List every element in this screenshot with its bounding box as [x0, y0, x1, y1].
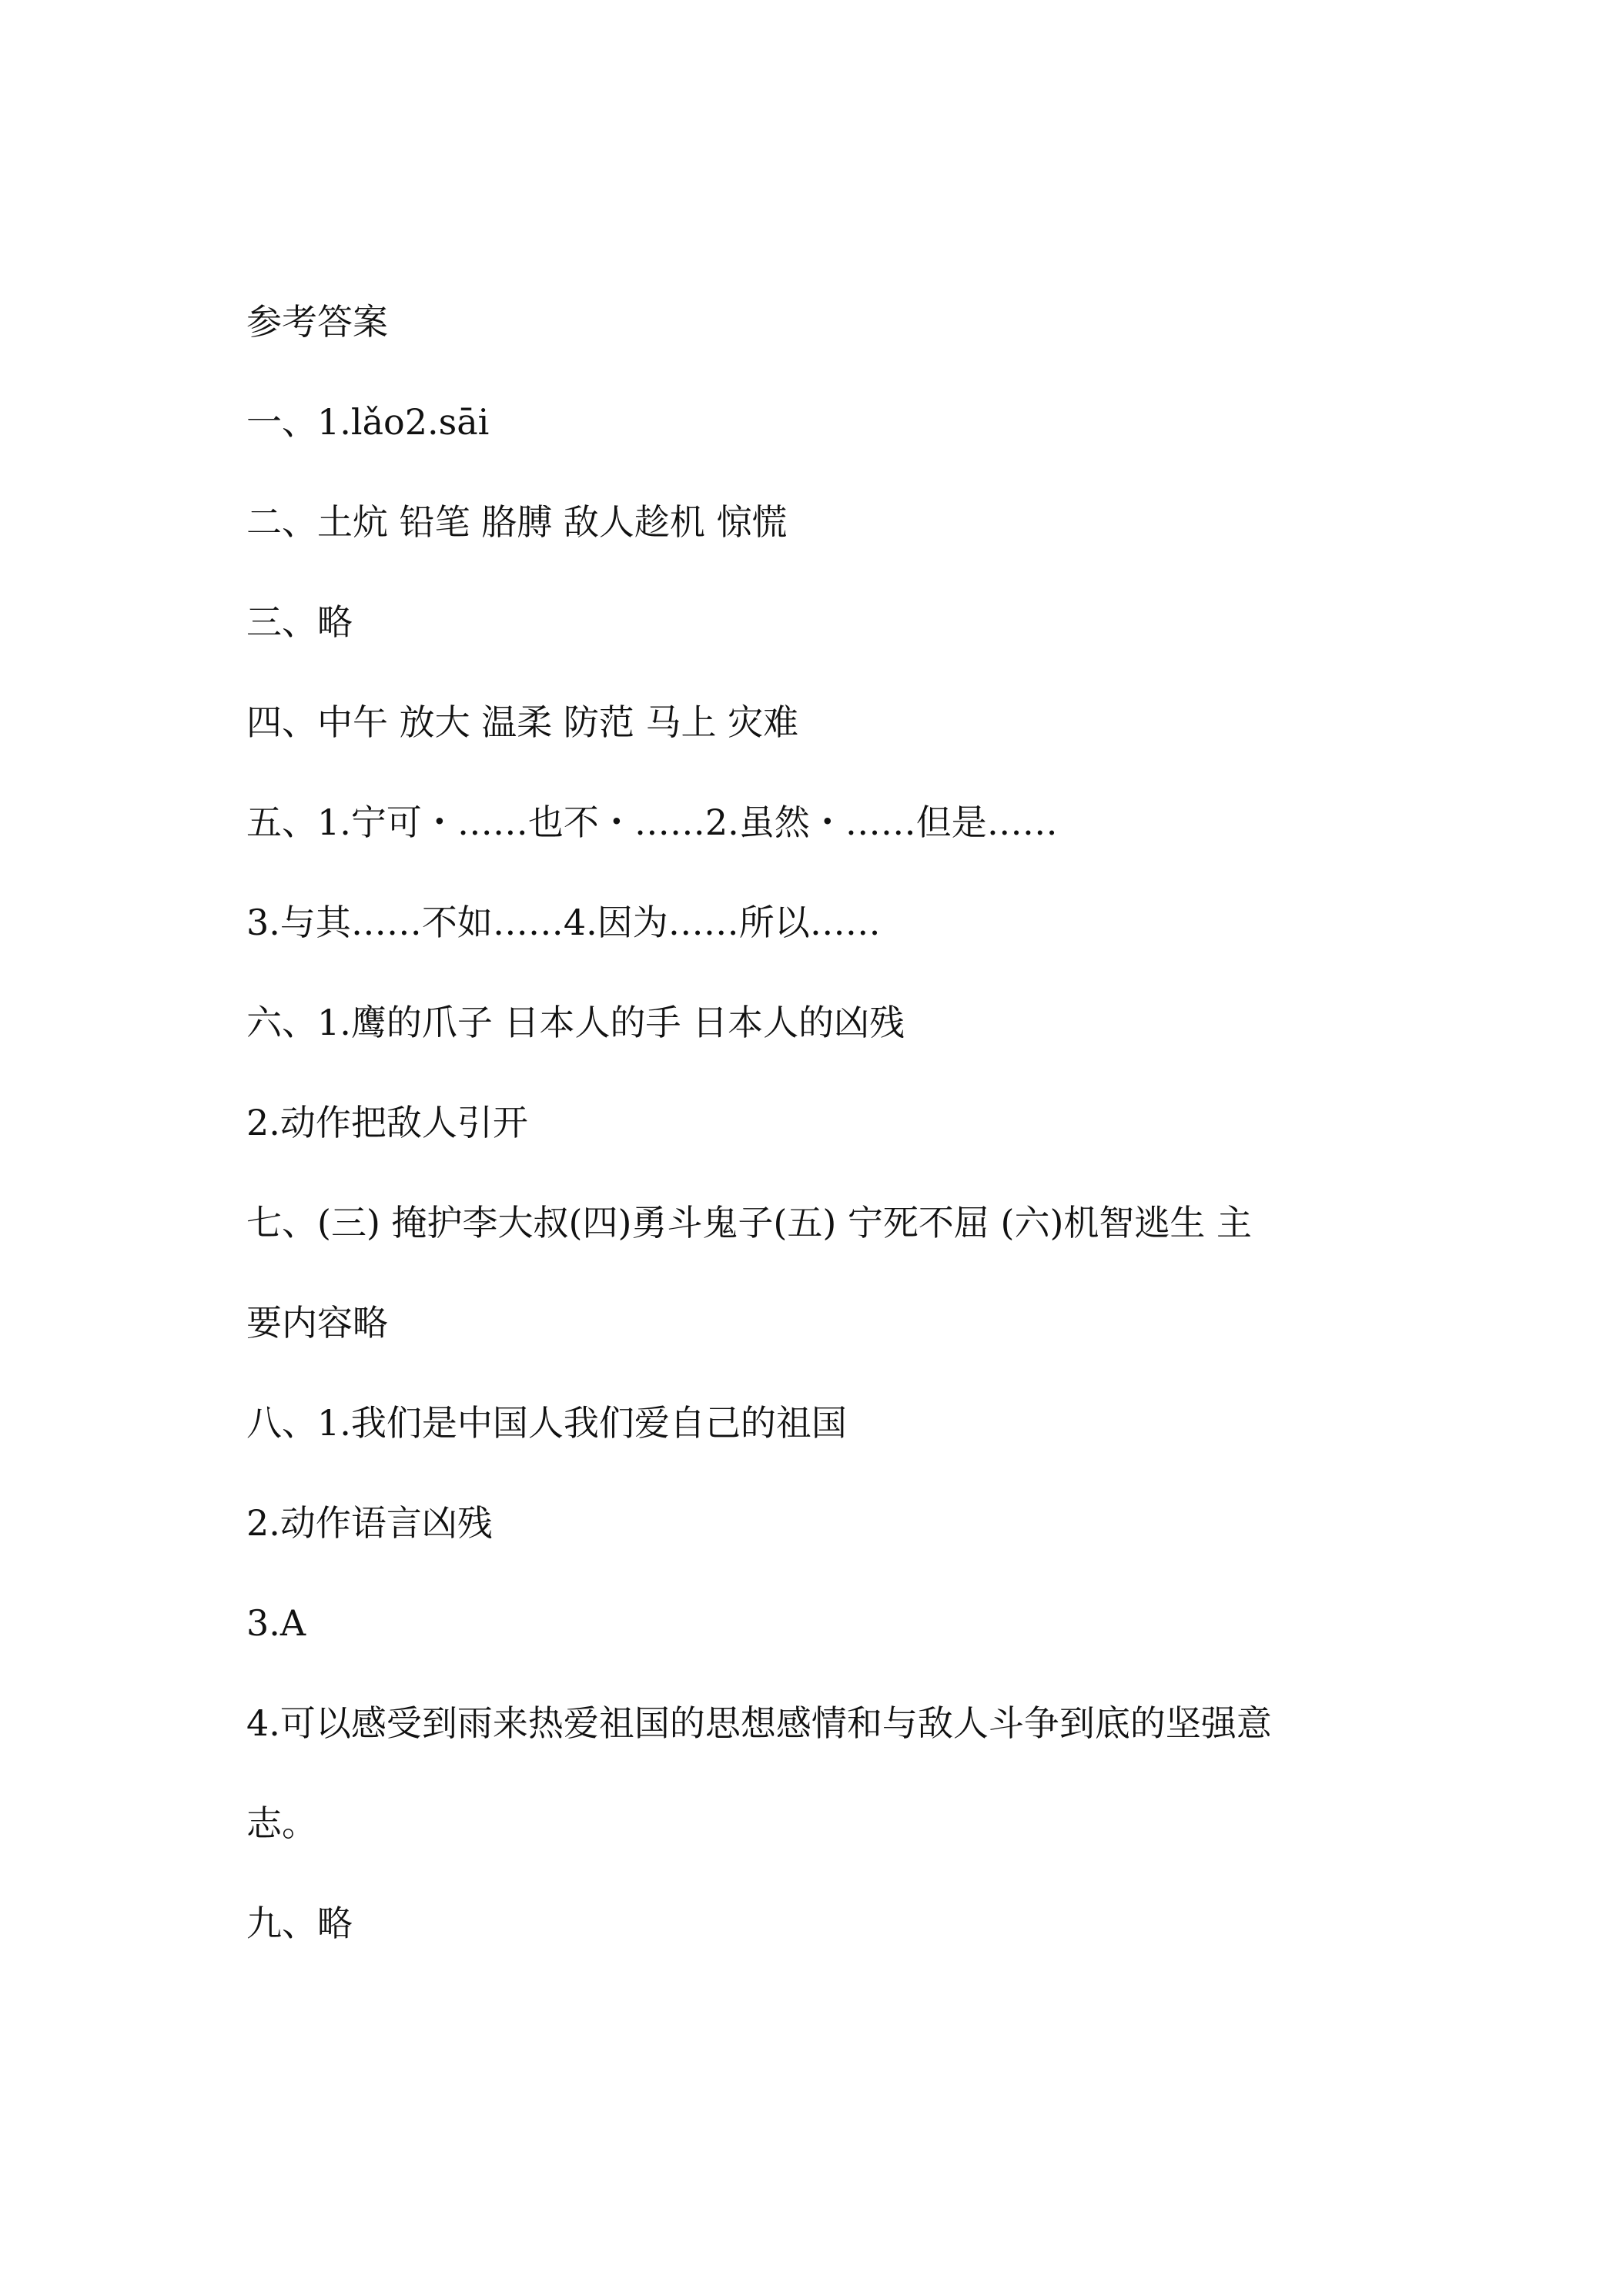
answer-line-15: 志。 — [246, 1802, 317, 1844]
answer-line-8: 2.动作把敌人引开 — [246, 1102, 528, 1143]
answer-line-9: 七、(三) 掩护李大叔(四)勇斗鬼子(五) 宁死不屈 (六)机智逃生 主 — [246, 1202, 1253, 1243]
answer-line-3: 三、略 — [246, 601, 353, 643]
answer-line-13: 3.A — [246, 1602, 306, 1644]
answer-line-5: 五、1.宁可・……也不・……2.虽然・……但是…… — [246, 802, 1058, 843]
answer-line-10: 要内容略 — [246, 1302, 388, 1344]
answer-line-16: 九、略 — [246, 1903, 353, 1944]
answer-line-7: 六、1.鹰的爪子 日本人的手 日本人的凶残 — [246, 1002, 905, 1043]
document-title: 参考答案 — [246, 301, 388, 343]
answer-line-6: 3.与其……不如……4.因为……所以…… — [246, 902, 881, 943]
answer-line-11: 八、1.我们是中国人我们爱自己的祖国 — [246, 1402, 847, 1444]
answer-line-14: 4.可以感受到雨来热爱祖国的思想感情和与敌人斗争到底的坚强意 — [246, 1702, 1272, 1744]
answer-line-2: 二、土炕 铅笔 胳膊 敌人趁机 惊慌 — [246, 501, 788, 543]
answer-line-12: 2.动作语言凶残 — [246, 1502, 493, 1544]
answer-line-1: 一、1.lǎo2.sāi — [246, 401, 490, 443]
answer-line-4: 四、中午 放大 温柔 防范 马上 灾难 — [246, 701, 799, 743]
